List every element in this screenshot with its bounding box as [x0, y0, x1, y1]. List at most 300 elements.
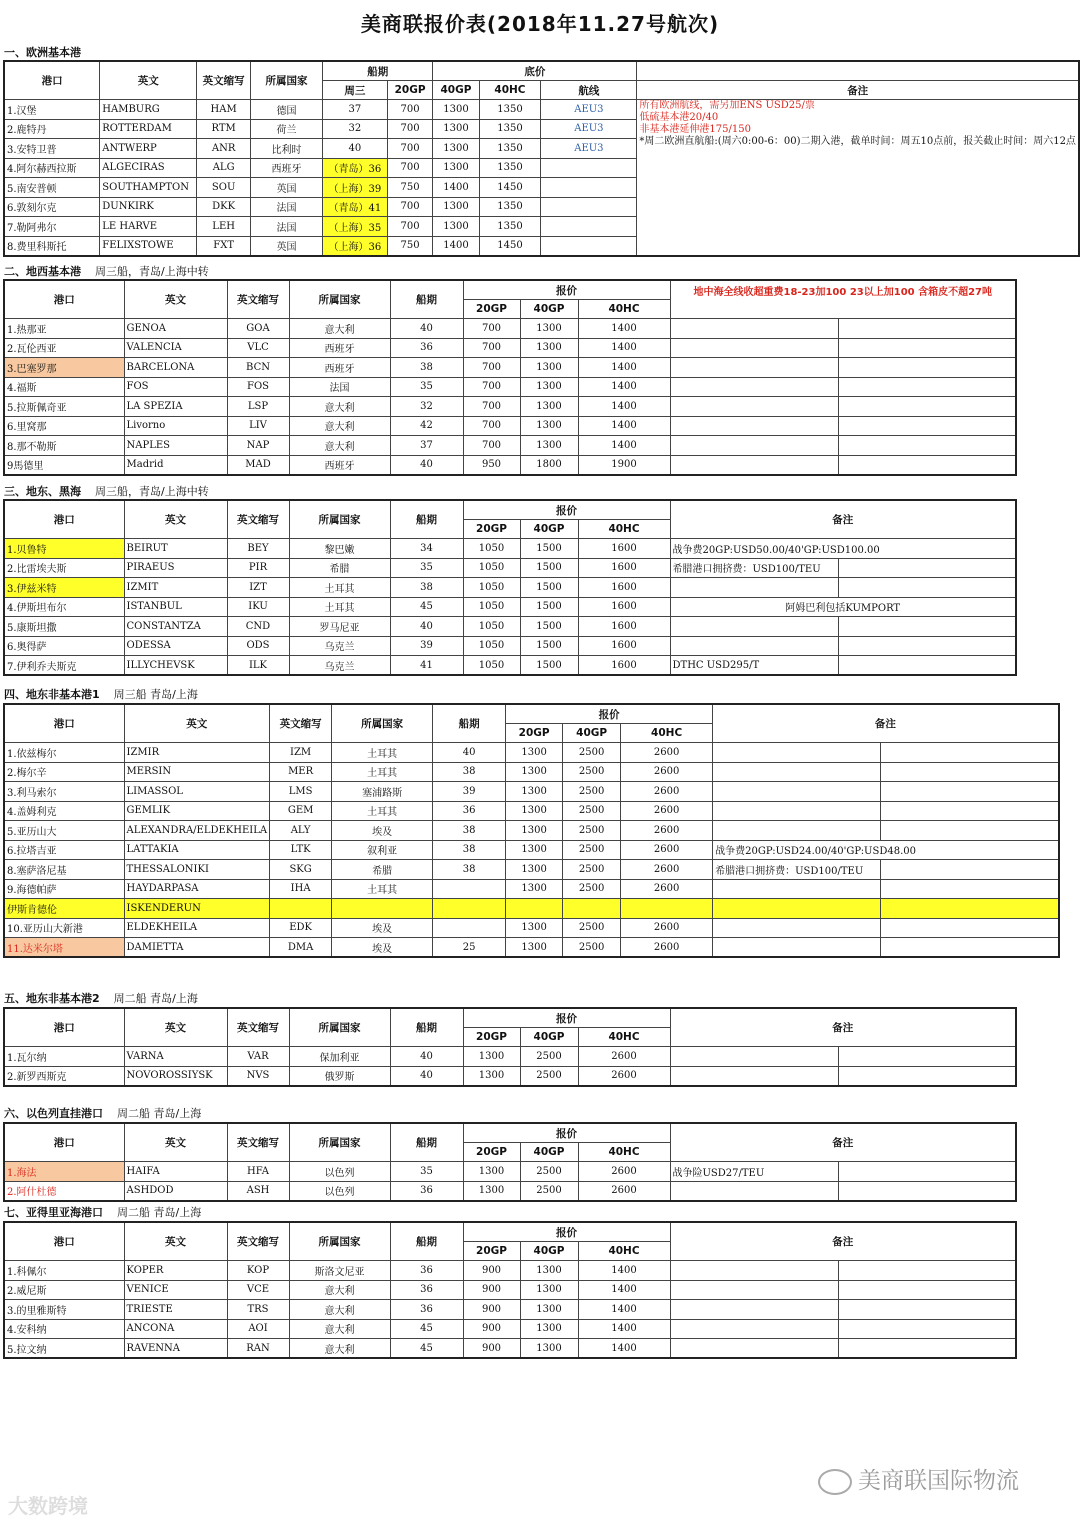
table-row: [4, 358, 1016, 378]
col-40hc: 40HC: [479, 81, 541, 100]
remark-cell: [670, 377, 838, 397]
abbr-cell: BCN: [227, 358, 289, 378]
country-cell: 埃及: [332, 918, 433, 938]
price-40gp: 1300: [520, 397, 578, 417]
remark-cell: [838, 1181, 1016, 1201]
abbr-cell: MAD: [227, 455, 289, 475]
price-40hc: 2600: [621, 762, 713, 782]
remark-cell: [838, 558, 1016, 578]
price-20gp: 700: [463, 358, 520, 378]
en-cell: SOUTHAMPTON: [100, 178, 197, 198]
remark-cell: [670, 1280, 838, 1300]
col-sailing: 船期: [390, 1123, 463, 1162]
remark-cell: [838, 358, 1016, 378]
price-40gp: 1300: [520, 1280, 578, 1300]
price-40gp: 2500: [563, 762, 621, 782]
price-40hc: 1350: [479, 217, 541, 237]
country-cell: 法国: [251, 217, 323, 237]
remark-cell: [838, 1339, 1016, 1359]
table-row: [4, 1066, 1016, 1086]
price-20gp: 700: [387, 217, 433, 237]
country-cell: 意大利: [289, 1319, 390, 1339]
en-cell: ODESSA: [124, 636, 227, 656]
remark-line: 低硫基本港20/40: [639, 112, 719, 123]
abbr-cell: KOP: [227, 1261, 289, 1281]
port-cell: 4.安科纳: [4, 1319, 124, 1339]
watermark-right-text: 美商联国际物流: [858, 1468, 1019, 1494]
en-cell: LA SPEZIA: [124, 397, 227, 417]
sailing-cell: （上海）39: [323, 178, 388, 198]
surcharge-note: 地中海全线收超重费18-23加100 23以上加100 含箱皮不超27吨: [670, 280, 1016, 319]
price-20gp: 1300: [506, 879, 563, 899]
remark-cell: [881, 918, 1059, 938]
abbr-cell: GEM: [270, 801, 332, 821]
country-cell: 埃及: [332, 821, 433, 841]
sailing-cell: 32: [390, 397, 463, 417]
en-cell: VARNA: [124, 1047, 227, 1067]
country-cell: 西班牙: [289, 338, 390, 358]
port-cell: 8.塞萨洛尼基: [4, 860, 124, 880]
table-row: [4, 1280, 1016, 1300]
abbr-cell: RAN: [227, 1339, 289, 1359]
section-heading-europe: [4, 44, 81, 60]
table-row: [4, 899, 1059, 919]
price-40hc: 1400: [578, 338, 670, 358]
price-20gp: 1300: [506, 860, 563, 880]
price-20gp: 1050: [463, 558, 520, 578]
sailing-cell: 45: [390, 1339, 463, 1359]
en-cell: GEMLIK: [124, 801, 270, 821]
port-cell: 6.奥得萨: [4, 636, 124, 656]
en-cell: ANTWERP: [100, 139, 197, 159]
abbr-cell: CND: [227, 617, 289, 637]
price-20gp: 1050: [463, 539, 520, 559]
col-40gp: 40GP: [520, 1028, 578, 1047]
country-cell: 意大利: [289, 397, 390, 417]
col-en: 英文: [124, 500, 227, 539]
col-sailing: 船期: [390, 500, 463, 539]
table-row: [4, 636, 1016, 656]
sailing-cell: 35: [390, 1162, 463, 1182]
price-40gp: 1500: [520, 656, 578, 676]
route-cell: [541, 197, 637, 217]
remark-cell: [838, 656, 1016, 676]
price-40hc: [621, 899, 713, 919]
table-row: [4, 1319, 1016, 1339]
remark-cell: [670, 1066, 838, 1086]
col-remark: 备注: [670, 1222, 1016, 1261]
remark-line: 非基本港延伸港175/150: [639, 124, 751, 135]
country-cell: 西班牙: [251, 158, 323, 178]
abbr-cell: LEH: [197, 217, 251, 237]
abbr-cell: IZT: [227, 578, 289, 598]
remark-cell: [838, 578, 1016, 598]
remark-cell: [881, 782, 1059, 802]
price-40gp: 2500: [563, 801, 621, 821]
en-cell: THESSALONIKI: [124, 860, 270, 880]
section-subtitle: 周三船 青岛/上海: [113, 688, 198, 701]
remark-cell: [838, 1319, 1016, 1339]
price-40gp: 1300: [520, 1319, 578, 1339]
price-20gp: 1300: [506, 821, 563, 841]
price-40gp: 1400: [433, 236, 479, 256]
remark-cell: [713, 743, 881, 763]
port-cell: 4.盖姆利克: [4, 801, 124, 821]
en-cell: ALEXANDRA/ELDEKHEILA: [124, 821, 270, 841]
remark-cell: [670, 416, 838, 436]
price-40gp: 1300: [433, 158, 479, 178]
price-20gp: 700: [463, 338, 520, 358]
col-port: 港口: [4, 1123, 124, 1162]
price-40hc: 1400: [578, 1319, 670, 1339]
sailing-cell: 25: [433, 938, 506, 958]
price-20gp: 700: [463, 319, 520, 339]
col-quote: 报价: [463, 280, 670, 300]
port-cell: 4.阿尔赫西拉斯: [4, 158, 100, 178]
europe-table: [3, 60, 1080, 257]
en-cell: ELDEKHEILA: [124, 918, 270, 938]
remark-cell: [670, 1339, 838, 1359]
section-title: 一、欧洲基本港: [4, 46, 81, 59]
abbr-cell: GOA: [227, 319, 289, 339]
country-cell: 西班牙: [289, 455, 390, 475]
en-cell: ILLYCHEVSK: [124, 656, 227, 676]
country-cell: 土耳其: [332, 879, 433, 899]
en-cell: DAMIETTA: [124, 938, 270, 958]
port-cell: 8.费里科斯托: [4, 236, 100, 256]
price-20gp: 900: [463, 1319, 520, 1339]
col-route: 航线: [541, 81, 637, 100]
col-en: 英文: [100, 61, 197, 100]
route-cell: [541, 158, 637, 178]
port-cell: 1.汉堡: [4, 100, 100, 120]
country-cell: 黎巴嫩: [289, 539, 390, 559]
port-cell: 7.勒阿弗尔: [4, 217, 100, 237]
table-row: [4, 578, 1016, 598]
price-40hc: 2600: [621, 821, 713, 841]
abbr-cell: DKK: [197, 197, 251, 217]
west-med-table: [3, 279, 1017, 476]
port-cell: 2.新罗西斯克: [4, 1066, 124, 1086]
abbr-cell: SKG: [270, 860, 332, 880]
country-cell: [332, 899, 433, 919]
abbr-cell: LTK: [270, 840, 332, 860]
col-40hc: 40HC: [578, 1242, 670, 1261]
price-40gp: 1300: [520, 436, 578, 456]
country-cell: 意大利: [289, 436, 390, 456]
price-20gp: 700: [463, 416, 520, 436]
country-cell: 英国: [251, 236, 323, 256]
col-wed: 周三: [323, 81, 388, 100]
price-20gp: 750: [387, 178, 433, 198]
col-en: 英文: [124, 280, 227, 319]
price-40hc: 1350: [479, 197, 541, 217]
table-row: [4, 100, 1079, 120]
price-20gp: 950: [463, 455, 520, 475]
price-20gp: 1300: [506, 801, 563, 821]
remark-cell: [670, 358, 838, 378]
price-40hc: 2600: [578, 1162, 670, 1182]
section-subtitle: 周二船 青岛/上海: [113, 992, 198, 1005]
price-20gp: 1050: [463, 656, 520, 676]
col-40gp: 40GP: [520, 1242, 578, 1261]
col-country: 所属国家: [289, 1008, 390, 1047]
col-20gp: 20GP: [463, 1028, 520, 1047]
price-40gp: 1500: [520, 539, 578, 559]
port-cell: 2.瓦伦西亚: [4, 338, 124, 358]
sailing-cell: 36: [390, 1181, 463, 1201]
section-subtitle: 周二船 青岛/上海: [117, 1206, 202, 1219]
price-40gp: 1300: [520, 416, 578, 436]
sailing-cell: 39: [433, 782, 506, 802]
port-cell: 3.利马索尔: [4, 782, 124, 802]
price-20gp: 1300: [506, 782, 563, 802]
abbr-cell: LIV: [227, 416, 289, 436]
price-40hc: 1600: [578, 558, 670, 578]
remark-cell: [670, 1181, 838, 1201]
remark-cell: DTHC USD295/T: [670, 656, 838, 676]
remark-cell: [670, 436, 838, 456]
price-40hc: 1600: [578, 617, 670, 637]
price-40hc: 1400: [578, 1300, 670, 1320]
sailing-cell: 38: [433, 821, 506, 841]
price-40gp: 1300: [433, 217, 479, 237]
price-40gp: 1500: [520, 636, 578, 656]
wechat-icon: [818, 1469, 852, 1495]
port-cell: 2.威尼斯: [4, 1280, 124, 1300]
price-40gp: 1300: [520, 1261, 578, 1281]
country-cell: 德国: [251, 100, 323, 120]
col-40gp: 40GP: [520, 520, 578, 539]
sailing-cell: 34: [390, 539, 463, 559]
abbr-cell: FXT: [197, 236, 251, 256]
price-40hc: 1600: [578, 636, 670, 656]
price-20gp: 1300: [463, 1162, 520, 1182]
country-cell: 塞浦路斯: [332, 782, 433, 802]
table-row: [4, 1162, 1016, 1182]
price-40hc: 2600: [621, 840, 713, 860]
abbr-cell: HAM: [197, 100, 251, 120]
country-cell: 意大利: [289, 1339, 390, 1359]
price-40gp: 2500: [563, 860, 621, 880]
sailing-cell: 36: [390, 1300, 463, 1320]
col-country: 所属国家: [332, 704, 433, 743]
en-cell: RAVENNA: [124, 1339, 227, 1359]
abbr-cell: EDK: [270, 918, 332, 938]
remark-cell: [881, 821, 1059, 841]
port-cell: 9馬德里: [4, 455, 124, 475]
remark-cell: [670, 338, 838, 358]
col-quote: 报价: [463, 1123, 670, 1143]
price-40hc: 1600: [578, 539, 670, 559]
remark-cell: [670, 1047, 838, 1067]
sailing-cell: 41: [390, 656, 463, 676]
country-cell: 俄罗斯: [289, 1066, 390, 1086]
price-40gp: 1300: [433, 139, 479, 159]
price-20gp: 1300: [463, 1181, 520, 1201]
sailing-cell: 37: [390, 436, 463, 456]
price-40gp: 1300: [520, 319, 578, 339]
col-40gp: 40GP: [520, 1143, 578, 1162]
en-cell: NOVOROSSIYSK: [124, 1066, 227, 1086]
remark-cell: [838, 617, 1016, 637]
remark-cell: [713, 801, 881, 821]
country-cell: 荷兰: [251, 119, 323, 139]
remark-cell: [838, 1300, 1016, 1320]
sailing-cell: 36: [390, 1280, 463, 1300]
price-20gp: 700: [387, 119, 433, 139]
price-40hc: 1900: [578, 455, 670, 475]
en-cell: ANCONA: [124, 1319, 227, 1339]
sailing-cell: 45: [390, 597, 463, 617]
col-40gp: 40GP: [520, 300, 578, 319]
en-cell: GENOA: [124, 319, 227, 339]
price-40hc: 1400: [578, 377, 670, 397]
israel-table: [3, 1122, 1017, 1202]
abbr-cell: VCE: [227, 1280, 289, 1300]
abbr-cell: ALY: [270, 821, 332, 841]
price-40hc: 2600: [621, 918, 713, 938]
remark-cell: [881, 860, 1059, 880]
port-cell: 5.拉文纳: [4, 1339, 124, 1359]
section-heading-east-nonbase-1: [4, 686, 198, 702]
en-cell: Livorno: [124, 416, 227, 436]
section-subtitle: 周三船，青岛/上海中转: [95, 265, 209, 278]
port-cell: 5.拉斯佩奇亚: [4, 397, 124, 417]
price-40gp: 1300: [433, 197, 479, 217]
route-cell: [541, 217, 637, 237]
price-40gp: 2500: [520, 1047, 578, 1067]
sailing-cell: 38: [433, 840, 506, 860]
col-20gp: 20GP: [506, 724, 563, 743]
country-cell: 保加利亚: [289, 1047, 390, 1067]
price-40gp: [563, 899, 621, 919]
table-row: [4, 801, 1059, 821]
price-40gp: 1500: [520, 558, 578, 578]
remark-cell: [713, 899, 881, 919]
page-title: 美商联报价表(2018年11.27号航次): [360, 12, 720, 36]
port-cell: 11.达米尔塔: [4, 938, 124, 958]
remark-cell: [713, 782, 881, 802]
sailing-cell: 40: [390, 319, 463, 339]
port-cell: 2.鹿特丹: [4, 119, 100, 139]
price-40gp: 1300: [520, 338, 578, 358]
remark-cell: [838, 1066, 1016, 1086]
country-cell: 希腊: [332, 860, 433, 880]
sailing-cell: 35: [390, 377, 463, 397]
port-cell: 10.亚历山大新港: [4, 918, 124, 938]
abbr-cell: ILK: [227, 656, 289, 676]
remark-cell: [713, 762, 881, 782]
price-40gp: 1300: [520, 377, 578, 397]
port-cell: 5.南安普顿: [4, 178, 100, 198]
col-quote: 报价: [463, 1008, 670, 1028]
remark-cell: [713, 821, 881, 841]
country-cell: 英国: [251, 178, 323, 198]
table-row: [4, 436, 1016, 456]
port-cell: 5.亚历山大: [4, 821, 124, 841]
sailing-cell: [433, 899, 506, 919]
price-40hc: 1400: [578, 319, 670, 339]
price-20gp: 1300: [506, 938, 563, 958]
col-abbr: 英文缩写: [270, 704, 332, 743]
europe-remark: [637, 100, 1079, 256]
price-40hc: 2600: [621, 782, 713, 802]
remark-cell: 战争费20GP:USD50.00/40'GP:USD100.00: [670, 539, 1016, 559]
table-row: [4, 558, 1016, 578]
price-40gp: 1300: [520, 1300, 578, 1320]
price-40gp: 1500: [520, 578, 578, 598]
country-cell: 意大利: [289, 1300, 390, 1320]
en-cell: BARCELONA: [124, 358, 227, 378]
price-20gp: 900: [463, 1261, 520, 1281]
price-40hc: 1400: [578, 1261, 670, 1281]
en-cell: Madrid: [124, 455, 227, 475]
abbr-cell: VLC: [227, 338, 289, 358]
country-cell: 意大利: [289, 319, 390, 339]
price-40gp: 2500: [520, 1181, 578, 1201]
sailing-cell: 40: [390, 1066, 463, 1086]
price-40gp: 2500: [563, 821, 621, 841]
sailing-cell: [433, 879, 506, 899]
en-cell: FELIXSTOWE: [100, 236, 197, 256]
section-heading-east-med: [4, 483, 209, 499]
remark-cell: [670, 1300, 838, 1320]
col-sailing: 船期: [390, 280, 463, 319]
remark-cell: [881, 938, 1059, 958]
abbr-cell: ALG: [197, 158, 251, 178]
col-base-price: 底价: [433, 61, 637, 81]
sailing-cell: （上海）36: [323, 236, 388, 256]
table-row: [4, 338, 1016, 358]
price-20gp: 750: [387, 236, 433, 256]
col-remark: 备注: [670, 500, 1016, 539]
col-sailing: 船期: [433, 704, 506, 743]
en-cell: IZMIT: [124, 578, 227, 598]
table-row: [4, 319, 1016, 339]
price-20gp: 1300: [463, 1066, 520, 1086]
table-row: [4, 821, 1059, 841]
en-cell: VENICE: [124, 1280, 227, 1300]
port-cell: 4.福斯: [4, 377, 124, 397]
col-40hc: 40HC: [578, 300, 670, 319]
price-40hc: 1400: [578, 397, 670, 417]
en-cell: MERSIN: [124, 762, 270, 782]
country-cell: 乌克兰: [289, 636, 390, 656]
east-med-table: [3, 499, 1017, 676]
remark-cell: [881, 762, 1059, 782]
en-cell: KOPER: [124, 1261, 227, 1281]
section-heading-west-med: [4, 263, 209, 279]
port-cell: 3.巴塞罗那: [4, 358, 124, 378]
price-40hc: 1600: [578, 578, 670, 598]
price-20gp: 1050: [463, 597, 520, 617]
table-row: [4, 377, 1016, 397]
port-cell: 6.拉塔吉亚: [4, 840, 124, 860]
sailing-cell: [433, 918, 506, 938]
table-row: [4, 1300, 1016, 1320]
remark-cell: [881, 899, 1059, 919]
watermark-right: [818, 1462, 1019, 1495]
col-sailing: 船期: [390, 1008, 463, 1047]
price-40hc: 2600: [621, 743, 713, 763]
abbr-cell: AOI: [227, 1319, 289, 1339]
sailing-cell: 40: [390, 455, 463, 475]
abbr-cell: LMS: [270, 782, 332, 802]
remark-line: 所有欧洲航线，需另加ENS USD25/票: [639, 100, 815, 111]
en-cell: HAYDARPASA: [124, 879, 270, 899]
remark-cell: [838, 338, 1016, 358]
